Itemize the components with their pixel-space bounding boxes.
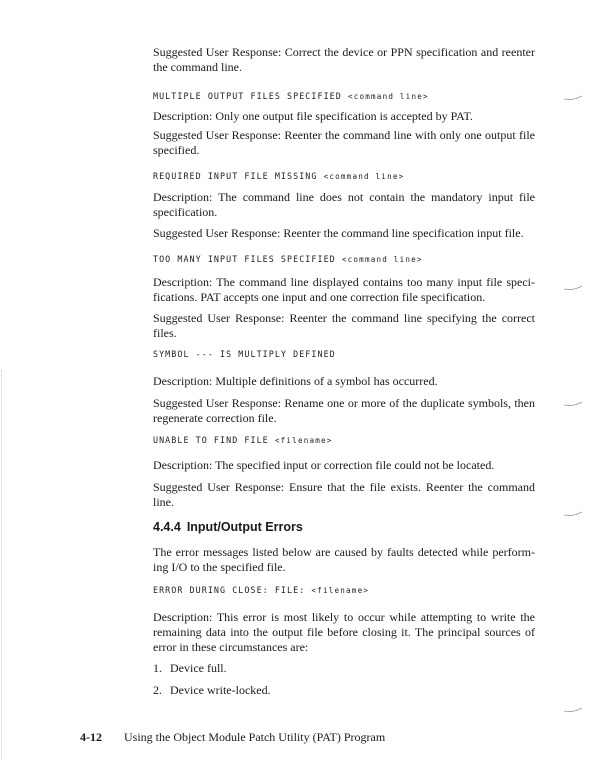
- margin-mark-icon: [563, 284, 583, 292]
- margin-mark-icon: [563, 94, 583, 102]
- error-message-unable-to-find: [153, 435, 333, 446]
- description-required-input: Description: The command line does not contain the mandatory input file specification.: [153, 190, 535, 219]
- error-message-multiple-output: [153, 91, 429, 102]
- margin-mark-icon: [563, 510, 583, 518]
- error-code: REQUIRED INPUT FILE MISSING: [153, 171, 318, 181]
- section-number: 4.4.4: [153, 520, 181, 534]
- error-code: MULTIPLE OUTPUT FILES SPECIFIED: [153, 91, 342, 101]
- error-message-multiply-defined: [153, 349, 336, 360]
- description-unable-to-find: Description: The specified input or correction file could not be located.: [153, 458, 495, 472]
- error-message-close: [153, 585, 369, 596]
- error-message-required-input: [153, 171, 404, 182]
- error-code: TOO MANY INPUT FILES SPECIFIED: [153, 254, 336, 264]
- error-argument: <command line>: [323, 172, 405, 181]
- section-intro: The error messages listed below are caused by faults detected while perform-ing I/O to the specified file.: [153, 545, 535, 574]
- suggested-response-required-input: Suggested User Response: Reenter the command line specification input file.: [153, 226, 524, 240]
- error-argument: <filename>: [311, 586, 370, 595]
- footer-title: Using the Object Module Patch Utility (PAT) Program: [124, 730, 386, 744]
- error-message-too-many-input: [153, 254, 423, 265]
- error-code: UNABLE TO FIND FILE: [153, 435, 269, 445]
- error-code: ERROR DURING CLOSE: FILE:: [153, 585, 306, 595]
- suggested-response-device-ppn: Suggested User Response: Correct the device or PPN specification and reenter the command line.: [153, 45, 535, 74]
- list-item: 2. Device write-locked.: [153, 683, 271, 697]
- description-close: Description: This error is most likely to occur while attempting to write the remaining data into the output file before closing it. The principal sources of error in these circumstances are:: [153, 610, 535, 654]
- page-number: 4-12: [80, 730, 102, 744]
- suggested-response-too-many-input: Suggested User Response: Reenter the command line specifying the correct files.: [153, 311, 535, 340]
- error-code: SYMBOL --- IS MULTIPLY DEFINED: [153, 349, 336, 359]
- list-item: 1. Device full.: [153, 661, 227, 675]
- page-footer: [80, 730, 385, 745]
- error-argument: <command line>: [347, 92, 429, 101]
- description-too-many-input: Description: The command line displayed contains too many input file speci-fications. PAT accepts one input and one correction file specification.: [153, 275, 535, 304]
- error-argument: <command line>: [341, 255, 423, 264]
- scan-edge-divider: [1, 370, 3, 760]
- suggested-response-multiply-defined: Suggested User Response: Rename one or more of the duplicate symbols, then regenerate correction file.: [153, 396, 535, 425]
- section-heading: [153, 520, 303, 535]
- description-multiply-defined: Description: Multiple definitions of a symbol has occurred.: [153, 374, 438, 388]
- section-title: Input/Output Errors: [186, 520, 303, 534]
- suggested-response-multiple-output: Suggested User Response: Reenter the command line with only one output file specified.: [153, 128, 535, 157]
- error-argument: <filename>: [274, 436, 333, 445]
- margin-mark-icon: [563, 400, 583, 408]
- suggested-response-unable-to-find: Suggested User Response: Ensure that the file exists. Reenter the command line.: [153, 480, 535, 509]
- description-multiple-output: Description: Only one output file specification is accepted by PAT.: [153, 109, 473, 123]
- margin-mark-icon: [563, 706, 583, 714]
